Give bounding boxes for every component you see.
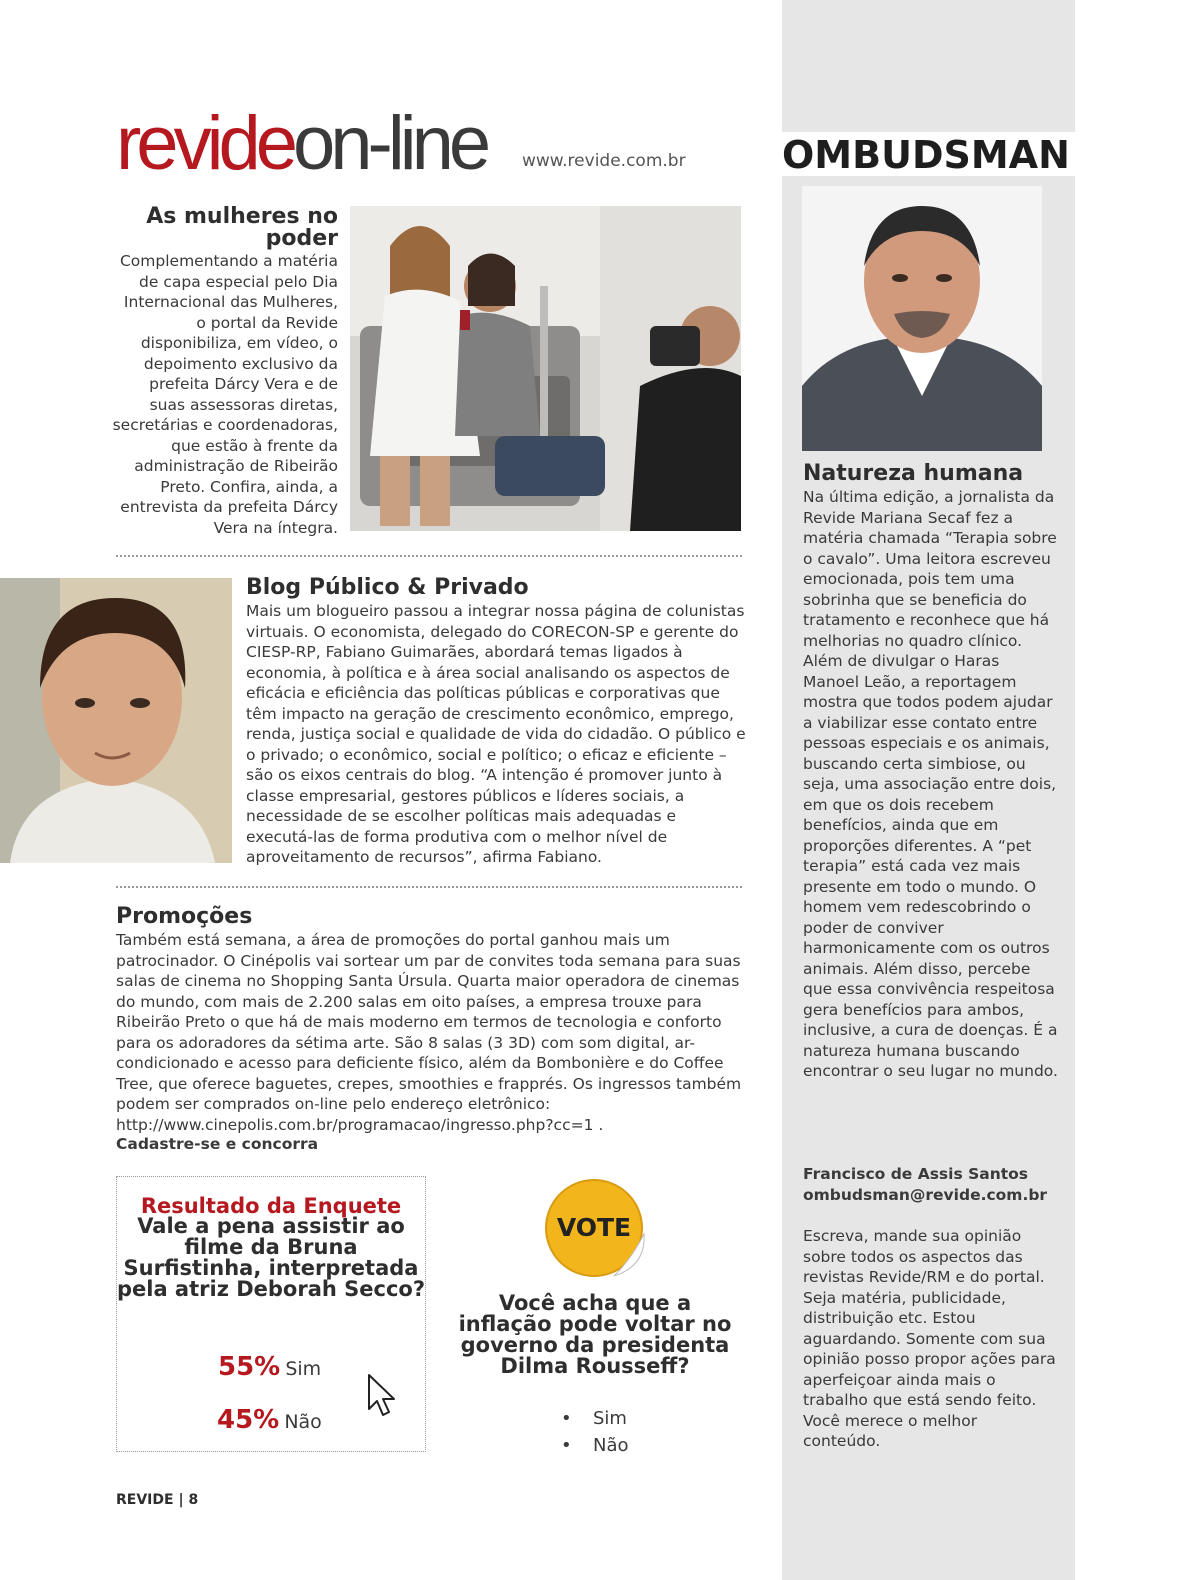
interview-photo: [350, 206, 741, 531]
poll-no-label: Não: [284, 1411, 322, 1433]
vote-question: Você acha que a inflação pode voltar no governo da presidenta Dilma Rousseff?: [458, 1291, 732, 1378]
footer-separator: |: [178, 1492, 184, 1508]
poll-result-yes: [218, 1352, 321, 1382]
ombudsman-section-title: OMBUDSMAN: [782, 133, 1070, 177]
blogger-portrait: [0, 578, 232, 863]
vote-bullet: •: [561, 1408, 572, 1429]
ombudsman-heading: Natureza humana: [803, 461, 1024, 486]
women-section-title: As mulheres no poder: [146, 204, 338, 251]
poll-result-label: Resultado da Enquete: [140, 1194, 402, 1218]
ombudsman-invite: Escreva, mande sua opinião sobre todos os aspectos das revistas Revide/RM e do portal. Seja matéria, publicidade, distribuição etc. Estou aguardando. Somente com sua opinião posso propor ações para aperfeiçoar ainda mais o trabalho que está sendo feito. Você merece o melhor conteúdo.: [803, 1227, 1056, 1450]
blog-section-body: Mais um blogueiro passou a integrar nossa página de colunistas virtuais. O economista, delegado do CORECON-SP e gerente do CIESP-RP, Fabiano Guimarães, abordará temas ligados à economia, à política e à área social analisando os aspectos de eficácia e eficiência das políticas públicas e corporativas que têm impacto na geração de crescimento econômico, emprego, renda, justiça social e qualidade de vida do cidadão. O público e o privado; o econômico, social e político; o eficaz e eficiente – são os eixos centrais do blog. “A intenção é promover junto à classe empresarial, gestores públicos e líderes sociais, a necessidade de se escolher políticas mais adequadas e executá-las de forma produtiva com o melhor nível de aproveitamento de recursos”, afirma Fabiano.: [246, 602, 746, 866]
ombudsman-author-email[interactable]: ombudsman@revide.com.br: [803, 1185, 1048, 1204]
blog-section-title: Blog Público & Privado: [246, 575, 529, 600]
poll-yes-label: Sim: [285, 1358, 322, 1380]
ombudsman-author: [803, 1164, 1068, 1205]
vote-badge-label: VOTE: [556, 1213, 632, 1242]
vote-option-yes[interactable]: [561, 1408, 627, 1429]
vote-option-yes-label: Sim: [593, 1408, 627, 1429]
page-footer: [116, 1492, 198, 1508]
masthead-brand-red: revide: [116, 101, 293, 186]
promo-signup-link[interactable]: Cadastre-se e concorra: [116, 1135, 319, 1153]
ombudsman-body: Na última edição, a jornalista da Revide Mariana Secaf fez a matéria chamada “Terapia sobre o cavalo”. Uma leitora escreveu emocionada, pois tem uma sobrinha que se beneficia do tratamento e reconhece que há melhorias no quadro clínico. Além de divulgar o Haras Manoel Leão, a reportagem mostra que todos podem ajudar a viabilizar esse contato entre pessoas especiais e os animais, buscando certa simbiose, ou seja, uma associação entre dois, em que os dois recebem benefícios, ainda que em proporções diferentes. A “pet terapia” está cada vez mais presente em todo o mundo. O homem vem redescobrindo o poder de conviver harmonicamente com os outros animais. Além disso, percebe que essa convivência respeitosa gera benefícios para ambos, inclusive, a cura de doenças. É a natureza humana buscando encontrar o seu lugar no mundo.: [803, 488, 1058, 1080]
poll-question: Vale a pena assistir ao filme da Bruna Surfistinha, interpretada pela atriz Deborah Secco?: [116, 1214, 426, 1301]
site-url[interactable]: www.revide.com.br: [522, 151, 686, 171]
poll-no-percent: 45%: [217, 1405, 280, 1435]
cursor-arrow-icon: [367, 1373, 397, 1421]
footer-page-number: 8: [188, 1492, 199, 1508]
promo-section-title: Promoções: [116, 904, 253, 929]
women-section-body: Complementando a matéria de capa especial pelo Dia Internacional das Mulheres, o portal da Revide disponibiliza, em vídeo, o depoimento exclusivo da prefeita Dárcy Vera e de suas assessoras diretas, secretárias e coordenadoras, que estão à frente da administração de Ribeirão Preto. Confira, ainda, a entrevista da prefeita Dárcy Vera na íntegra.: [112, 252, 338, 537]
ombudsman-portrait: [802, 186, 1042, 451]
footer-magazine: REVIDE: [116, 1492, 174, 1508]
ombudsman-author-name: Francisco de Assis Santos: [803, 1165, 1029, 1183]
poll-result-no: [217, 1405, 322, 1435]
section-divider: [116, 886, 742, 888]
vote-bullet: •: [561, 1435, 572, 1456]
masthead-brand-dark: on-line: [293, 101, 487, 186]
vote-option-no[interactable]: [561, 1435, 629, 1456]
section-divider: [116, 555, 742, 557]
vote-option-no-label: Não: [593, 1435, 629, 1456]
poll-yes-percent: 55%: [218, 1352, 281, 1382]
vote-badge-icon[interactable]: [544, 1176, 648, 1284]
promo-section-body: Também está semana, a área de promoções do portal ganhou mais um patrocinador. O Cinépolis vai sortear um par de convites toda semana para suas salas de cinema no Shopping Santa Úrsula. Quarta maior operadora de cinemas do mundo, com mais de 2.200 salas em oito países, a empresa trouxe para Ribeirão Preto o que há de mais moderno em termos de tecnologia e conforto para os adoradores da sétima arte. São 8 salas (3 3D) com som digital, ar-condicionado e acesso para deficiente físico, além da Bombonière e do Coffee Tree, que oferece baguetes, crepes, smoothies e frapprés. Os ingressos também podem ser comprados on-line pelo endereço eletrônico: http://www.cinepolis.com.br/programacao/ingresso.php?cc=1 .: [116, 931, 742, 1134]
masthead-logo: [116, 101, 487, 186]
